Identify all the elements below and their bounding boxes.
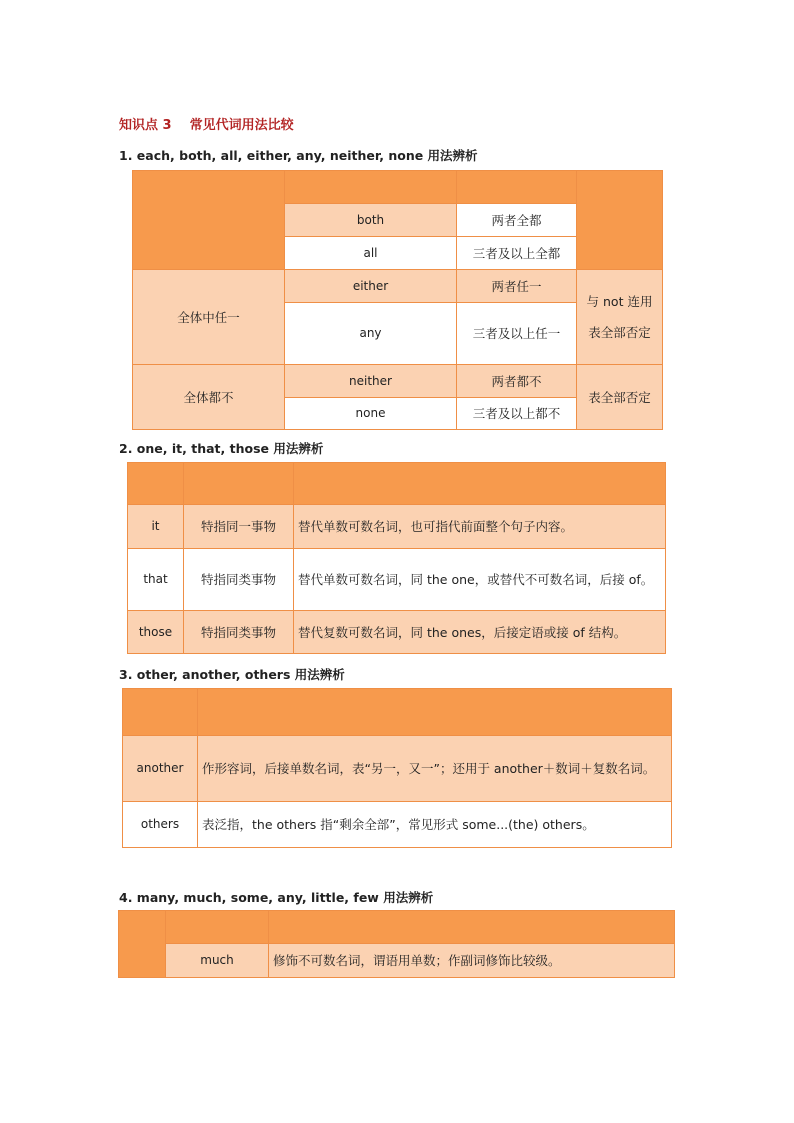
table-row [133, 270, 663, 303]
table-row [123, 802, 672, 848]
header-cell [184, 463, 294, 505]
word-cell: neither [285, 365, 457, 398]
word-cell: much [166, 944, 269, 978]
table-row [128, 463, 666, 505]
word-cell: another [123, 736, 198, 802]
word-cell: those [128, 611, 184, 654]
note-cell: 表全部否定 [577, 365, 663, 430]
section4-table [118, 910, 675, 978]
knowledge-point-label: 知识点 3 [119, 118, 172, 133]
header-cell [123, 689, 198, 736]
meaning-cell: 特指同类事物 [184, 611, 294, 654]
usage-cell: 表泛指，the others 指“剩余全部”，常见形式 some...(the) others。 [198, 802, 672, 848]
table-row [119, 944, 675, 978]
note-cell: 与 not 连用表全部否定 [577, 270, 663, 365]
header-cell [285, 171, 457, 204]
word-cell: that [128, 549, 184, 611]
group-cell: 全体都不 [133, 365, 285, 430]
section1-table [132, 170, 663, 430]
table-row [133, 365, 663, 398]
group-cell: 全体中任一 [133, 270, 285, 365]
table-row [128, 611, 666, 654]
section2-heading: 2. one, it, that, those 用法辨析 [119, 441, 324, 456]
usage-cell: 替代单数可数名词，也可指代前面整个句子内容。 [294, 505, 666, 549]
knowledge-point-topic: 常见代词用法比较 [189, 118, 294, 133]
meaning-cell: 特指同一事物 [184, 505, 294, 549]
header-cell [128, 463, 184, 505]
word-cell: it [128, 505, 184, 549]
meaning-cell: 两者都不 [457, 365, 577, 398]
word-cell: none [285, 398, 457, 430]
table-row [133, 171, 663, 204]
header-cell [269, 911, 675, 944]
usage-cell: 替代单数可数名词，同 the one，或替代不可数名词，后接 of。 [294, 549, 666, 611]
table-row [119, 911, 675, 944]
meaning-cell: 三者及以上都不 [457, 398, 577, 430]
header-cell [577, 171, 663, 270]
table-row [123, 689, 672, 736]
header-cell [294, 463, 666, 505]
header-cell [198, 689, 672, 736]
header-cell [166, 911, 269, 944]
usage-cell: 作形容词，后接单数名词，表“另一，又一”；还用于 another＋数词＋复数名词。 [198, 736, 672, 802]
table-row [128, 549, 666, 611]
section3-table [122, 688, 672, 848]
header-cell [119, 911, 166, 978]
meaning-cell: 特指同类事物 [184, 549, 294, 611]
usage-cell: 修饰不可数名词，谓语用单数；作副词修饰比较级。 [269, 944, 675, 978]
header-cell [133, 171, 285, 270]
word-cell: all [285, 237, 457, 270]
meaning-cell: 两者全都 [457, 204, 577, 237]
meaning-cell: 两者任一 [457, 270, 577, 303]
word-cell: both [285, 204, 457, 237]
section1-heading: 1. each, both, all, either, any, neither, none 用法辨析 [119, 148, 478, 163]
word-cell: any [285, 303, 457, 365]
section2-table [127, 462, 666, 654]
section4-heading: 4. many, much, some, any, little, few 用法辨析 [119, 890, 434, 905]
meaning-cell: 三者及以上任一 [457, 303, 577, 365]
section3-heading: 3. other, another, others 用法辨析 [119, 667, 345, 682]
table-row [128, 505, 666, 549]
word-cell: either [285, 270, 457, 303]
header-cell [457, 171, 577, 204]
word-cell: others [123, 802, 198, 848]
meaning-cell: 三者及以上全都 [457, 237, 577, 270]
table-row [123, 736, 672, 802]
knowledge-point-title [119, 114, 294, 133]
usage-cell: 替代复数可数名词，同 the ones，后接定语或接 of 结构。 [294, 611, 666, 654]
